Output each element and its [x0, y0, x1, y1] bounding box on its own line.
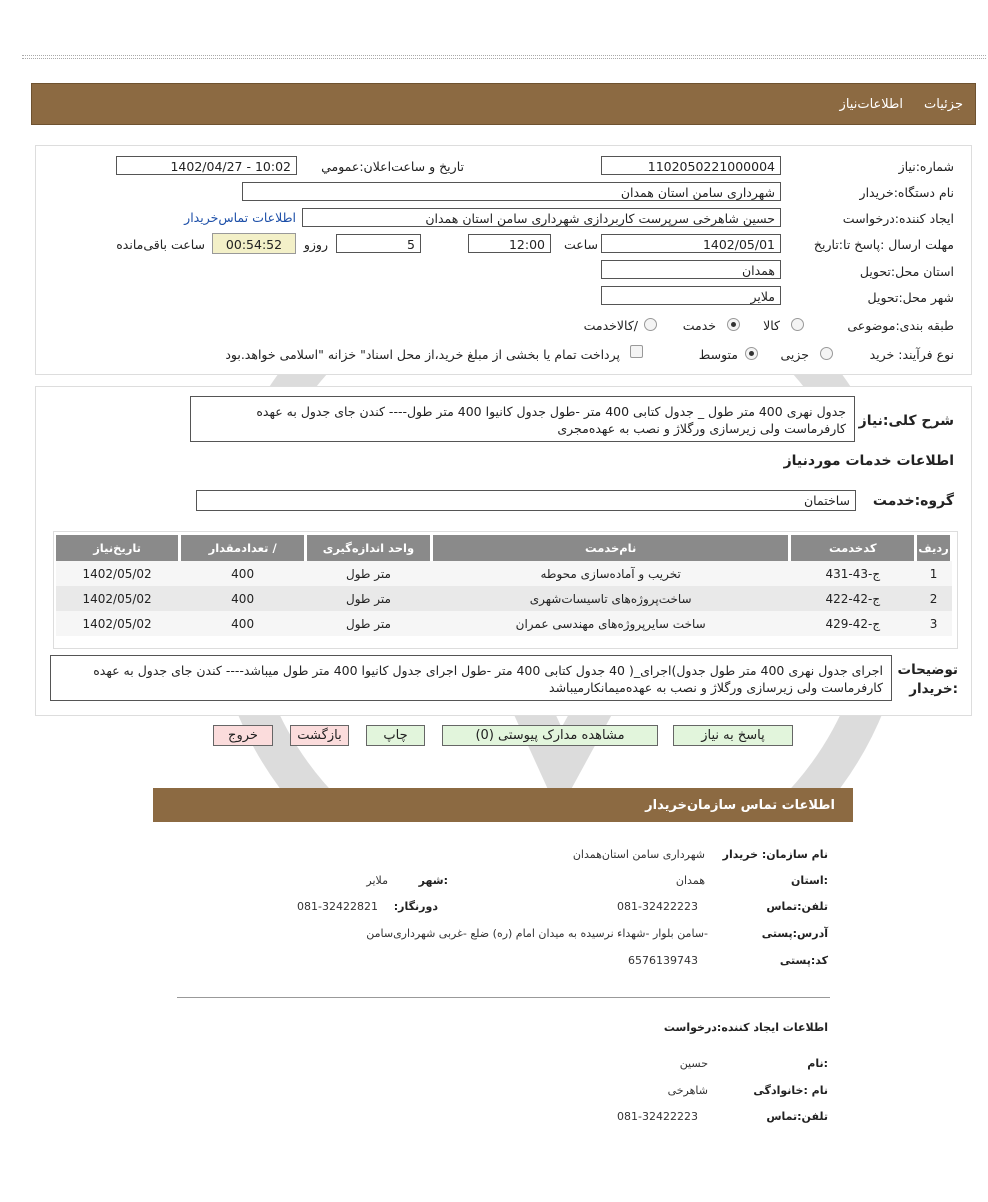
announce-label: تاریخ و ساعت‌اعلان:عمومي — [321, 159, 464, 174]
cell-quantity: 400 — [180, 611, 306, 636]
tab-need-info[interactable]: اطلاعات‌نیاز — [839, 97, 903, 112]
org-value: شهرداری سامن استان‌همدان — [572, 848, 705, 861]
days-field: 5 — [336, 234, 421, 253]
buyer-notes-label: :خریدار — [909, 681, 958, 697]
table-header-row — [56, 535, 952, 561]
back-button[interactable]: بازگشت — [290, 725, 349, 746]
category-service-radio[interactable] — [727, 318, 740, 331]
col-service-code: کدخدمت — [790, 535, 916, 561]
contact-province-label: :استان — [791, 874, 828, 887]
services-table — [56, 535, 953, 636]
col-unit: واحد اندازه‌گیری — [306, 535, 432, 561]
city-label: شهر محل:تحویل — [867, 290, 954, 305]
process-partial-radio[interactable] — [820, 347, 833, 360]
col-service-name: نام‌خدمت — [431, 535, 790, 561]
remaining-time: 00:54:52 — [212, 233, 296, 254]
buyer-field: شهرداری سامن استان همدان — [242, 182, 781, 201]
cell-unit: متر طول — [306, 561, 432, 586]
deadline-label: مهلت ارسال :پاسخ تا:تاریخ — [813, 237, 954, 252]
view-documents-button[interactable]: مشاهده مدارک پیوستی (0) — [442, 725, 658, 746]
service-group-field: ساختمان — [196, 490, 856, 511]
cell-quantity: 400 — [180, 586, 306, 611]
category-label: طبقه بندی:موضوعی — [847, 318, 954, 333]
cell-unit: متر طول — [306, 586, 432, 611]
process-type-label: نوع فرآیند: خرید — [869, 347, 954, 362]
table-row[interactable] — [56, 561, 952, 586]
summary-text: جدول نهری 400 متر طول _ جدول کتابی 400 متر -طول جدول کانیوا 400 متر طول---- کندن جای جدول به عهده کارفرماست ولی زیرسازی ورگلاژ و نصب به عهده‌مجری — [190, 396, 855, 442]
col-need-date: تاریخ‌نیاز — [56, 535, 180, 561]
contact-city-label: :شهر — [418, 874, 448, 887]
col-row: ردیف — [916, 535, 952, 561]
cell-date: 1402/05/02 — [56, 561, 180, 586]
contact-section-header — [153, 788, 853, 822]
creator-field: حسین شاهرخی سرپرست کاربردازی شهرداری سامن استان همدان — [302, 208, 781, 227]
deadline-time-field: 12:00 — [468, 234, 551, 253]
cell-row: 2 — [916, 586, 952, 611]
days-label: روزو — [303, 237, 328, 252]
reply-button[interactable]: پاسخ به نیاز — [673, 725, 793, 746]
tab-details[interactable]: جزئیات — [924, 97, 963, 112]
address-value: -سامن بلوار -شهداء نرسیده به میدان امام (ره) ضلع -غربی شهرداری‌سامن — [366, 927, 708, 940]
category-goods-label: کالا — [763, 318, 780, 333]
services-title: اطلاعات خدمات موردنیاز — [783, 453, 954, 469]
contact-province-value: همدان — [675, 874, 705, 887]
contact-phone-label: تلفن:تماس — [766, 900, 828, 913]
category-both-radio[interactable] — [644, 318, 657, 331]
category-goods-radio[interactable] — [791, 318, 804, 331]
service-group-label: گروه:خدمت — [872, 493, 954, 509]
fax-value: 081-32422821 — [297, 900, 378, 913]
creator-family-value: شاهرخی — [667, 1084, 708, 1097]
buyer-notes-label: توضیحات — [897, 662, 958, 678]
summary-label: شرح کلی:نیاز — [858, 413, 954, 429]
buyer-notes-text: اجرای جدول نهری 400 متر طول جدول)اجرای_( 40 جدول کتابی 400 متر -طول اجرای جدول کانیوا 400 متر طول میباشد---- کندن جای جدول به عهده کارفرماست ولی زیرسازی ورگلاژ و نصب به عهده‌میمانکارمیباشد — [50, 655, 892, 701]
top-separator — [22, 58, 986, 59]
contact-section-title: اطلاعات تماس سازمان‌خریدار — [645, 798, 835, 813]
creator-phone-label: تلفن:تماس — [766, 1110, 828, 1123]
top-separator — [22, 55, 986, 56]
province-label: استان محل:تحویل — [859, 264, 954, 279]
creator-name-value: حسین — [679, 1057, 708, 1070]
print-button[interactable]: چاپ — [366, 725, 425, 746]
cell-row: 1 — [916, 561, 952, 586]
cell-code: ج-43-431 — [790, 561, 916, 586]
col-quantity: / تعدادمقدار — [180, 535, 306, 561]
category-service-label: خدمت — [682, 318, 716, 333]
need-number-field: 1102050221000004 — [601, 156, 781, 175]
cell-code: ج-42-429 — [790, 611, 916, 636]
city-field: ملایر — [601, 286, 781, 305]
cell-name: ساخت‌پروژه‌های تاسیسات‌شهری — [431, 586, 790, 611]
postal-code-label: کد:پستی — [779, 954, 828, 967]
category-both-label: /کالاخدمت — [583, 318, 638, 333]
announce-field: 1402/04/27 - 10:02 — [116, 156, 297, 175]
section-header — [31, 83, 976, 125]
exit-button[interactable]: خروج — [213, 725, 273, 746]
buyer-contact-link[interactable]: اطلاعات تماس‌خریدار — [184, 210, 296, 225]
org-label: نام سازمان: خریدار — [722, 848, 828, 861]
cell-name: تخریب و آماده‌سازی محوطه — [431, 561, 790, 586]
contact-city-value: ملایر — [366, 874, 388, 887]
remaining-label: ساعت باقی‌مانده — [116, 237, 205, 252]
province-field: همدان — [601, 260, 781, 279]
table-row[interactable] — [56, 586, 952, 611]
creator-info-title: اطلاعات ایجاد کننده:درخواست — [663, 1021, 828, 1034]
creator-label: ایجاد کننده:درخواست — [842, 211, 954, 226]
contact-divider — [177, 997, 830, 998]
need-info-panel — [35, 145, 972, 375]
fax-label: دورنگار: — [393, 900, 438, 913]
treasury-payment-label: پرداخت تمام یا بخشی از مبلغ خرید،از محل اسناد" خزانه "اسلامی خواهد.بود — [225, 347, 620, 362]
treasury-payment-checkbox[interactable] — [630, 345, 643, 358]
process-partial-label: جزیی — [780, 347, 809, 362]
cell-date: 1402/05/02 — [56, 611, 180, 636]
cell-name: ساخت سایرپروژه‌های مهندسی عمران — [431, 611, 790, 636]
table-row[interactable] — [56, 611, 952, 636]
cell-row: 3 — [916, 611, 952, 636]
process-medium-label: متوسط — [698, 347, 738, 362]
deadline-date-field: 1402/05/01 — [601, 234, 781, 253]
postal-code-value: 6576139743 — [628, 954, 698, 967]
creator-family-label: نام :خانوادگی — [753, 1084, 828, 1097]
creator-phone-value: 081-32422223 — [617, 1110, 698, 1123]
buyer-label: نام دستگاه:خریدار — [859, 185, 954, 200]
time-label: ساعت — [563, 237, 598, 252]
cell-date: 1402/05/02 — [56, 586, 180, 611]
cell-unit: متر طول — [306, 611, 432, 636]
cell-code: ج-42-422 — [790, 586, 916, 611]
creator-name-label: :نام — [807, 1057, 828, 1070]
process-medium-radio[interactable] — [745, 347, 758, 360]
cell-quantity: 400 — [180, 561, 306, 586]
address-label: آدرس:پستی — [761, 927, 828, 940]
contact-phone-value: 081-32422223 — [617, 900, 698, 913]
need-number-label: شماره:نیاز — [898, 159, 954, 174]
